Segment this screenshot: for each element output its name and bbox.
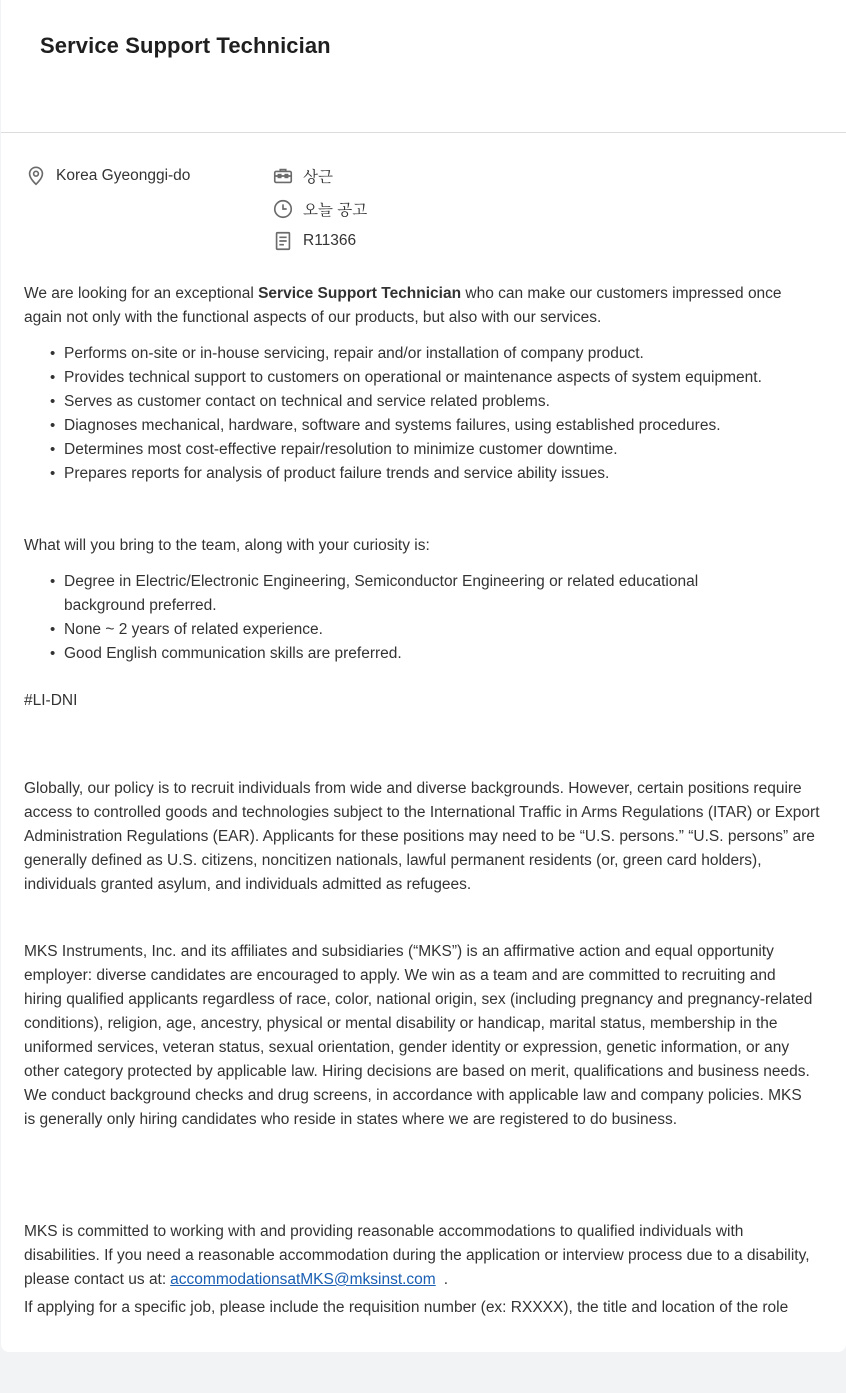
list-item: • Diagnoses mechanical, hardware, software and systems failures, using established procedures. xyxy=(64,414,764,438)
list-item: • Performs on-site or in-house servicing, repair and/or installation of company product. xyxy=(64,342,764,366)
job-title: Service Support Technician xyxy=(40,33,331,58)
hashtag: #LI-DNI xyxy=(24,692,78,709)
accommodation-email-link[interactable]: accommodationsatMKS@mksinst.com xyxy=(170,1271,436,1288)
accommodation-paragraph xyxy=(24,1220,814,1292)
posted-row xyxy=(272,198,367,220)
list-item: • Serves as customer contact on technical and service related problems. xyxy=(64,390,764,414)
requisition-id: R11366 xyxy=(303,232,357,249)
location-row xyxy=(25,165,190,187)
list-item: • Degree in Electric/Electronic Engineering, Semiconductor Engineering or related educational background preferred. xyxy=(64,570,764,618)
document-icon xyxy=(272,230,294,252)
list-item: • Prepares reports for analysis of product failure trends and service ability issues. xyxy=(64,462,764,486)
job-header xyxy=(1,0,846,133)
job-posting-card xyxy=(1,0,846,1352)
requisition-row xyxy=(272,230,356,252)
export-policy-paragraph: Globally, our policy is to recruit individuals from wide and diverse backgrounds. However, certain positions require access to controlled goods and technologies subject to the International Traffic in Arms Regulations (ITAR) or Export Administration Regulations (EAR). Applicants for these positions may need to be “U.S. persons.” “U.S. persons” are generally defined as U.S. citizens, noncitizen nationals, lawful permanent residents (or, green card holders), individuals granted asylum, and individuals admitted as refugees. xyxy=(24,780,820,893)
clock-icon xyxy=(272,198,294,220)
employment-type-row xyxy=(272,165,333,187)
list-item: • None ~ 2 years of related experience. xyxy=(64,618,764,642)
application-note: If applying for a specific job, please include the requisition number (ex: RXXXX), the title and location of the role xyxy=(24,1299,789,1316)
list-item: • Provides technical support to customers on operational or maintenance aspects of system equipment. xyxy=(64,366,764,390)
posted-text: 오늘 공고 xyxy=(303,202,368,219)
requirements-list xyxy=(24,570,764,666)
employment-type-text: 상근 xyxy=(303,169,333,186)
list-item: • Good English communication skills are preferred. xyxy=(64,642,764,666)
responsibilities-list xyxy=(24,342,764,486)
location-text: Korea Gyeonggi-do xyxy=(56,167,191,184)
accommodation-period: . xyxy=(443,1271,449,1288)
intro-text-end: who can make our customers impressed once again not only with the functional aspects of our products, but also with our services. xyxy=(24,285,782,326)
eeo-statement-paragraph: MKS Instruments, Inc. and its affiliates and subsidiaries (“MKS”) is an affirmative action and equal opportunity employer: diverse candidates are encouraged to apply. We win as a team and are committed to recruiting and hiring qualified applicants regardless of race, color, national origin, sex (including pregnancy and pregnancy-related conditions), religion, age, ancestry, physical or mental disability or handicap, marital status, membership in the uniformed services, veteran status, sexual orientation, gender identity or expression, genetic information, or any other category protected by applicable law. Hiring decisions are based on merit, qualifications and business needs. We conduct background checks and drug screens, in accordance with applicable law and company policies. MKS is generally only hiring candidates who reside in states where we are registered to do business. xyxy=(24,943,813,1128)
intro-job-title: Service Support Technician xyxy=(258,285,462,302)
intro-text: We are looking for an exceptional xyxy=(24,285,259,302)
accommodation-text: MKS is committed to working with and providing reasonable accommodations to qualified individuals with disabilities. If you need a reasonable accommodation during the application or interview process due to a disability, please contact us at: xyxy=(24,1223,810,1288)
requirements-heading: What will you bring to the team, along with your curiosity is: xyxy=(24,537,430,554)
briefcase-icon xyxy=(272,165,294,187)
list-item: • Determines most cost-effective repair/resolution to minimize customer downtime. xyxy=(64,438,764,462)
intro-paragraph xyxy=(24,282,814,330)
map-pin-icon xyxy=(25,165,47,187)
